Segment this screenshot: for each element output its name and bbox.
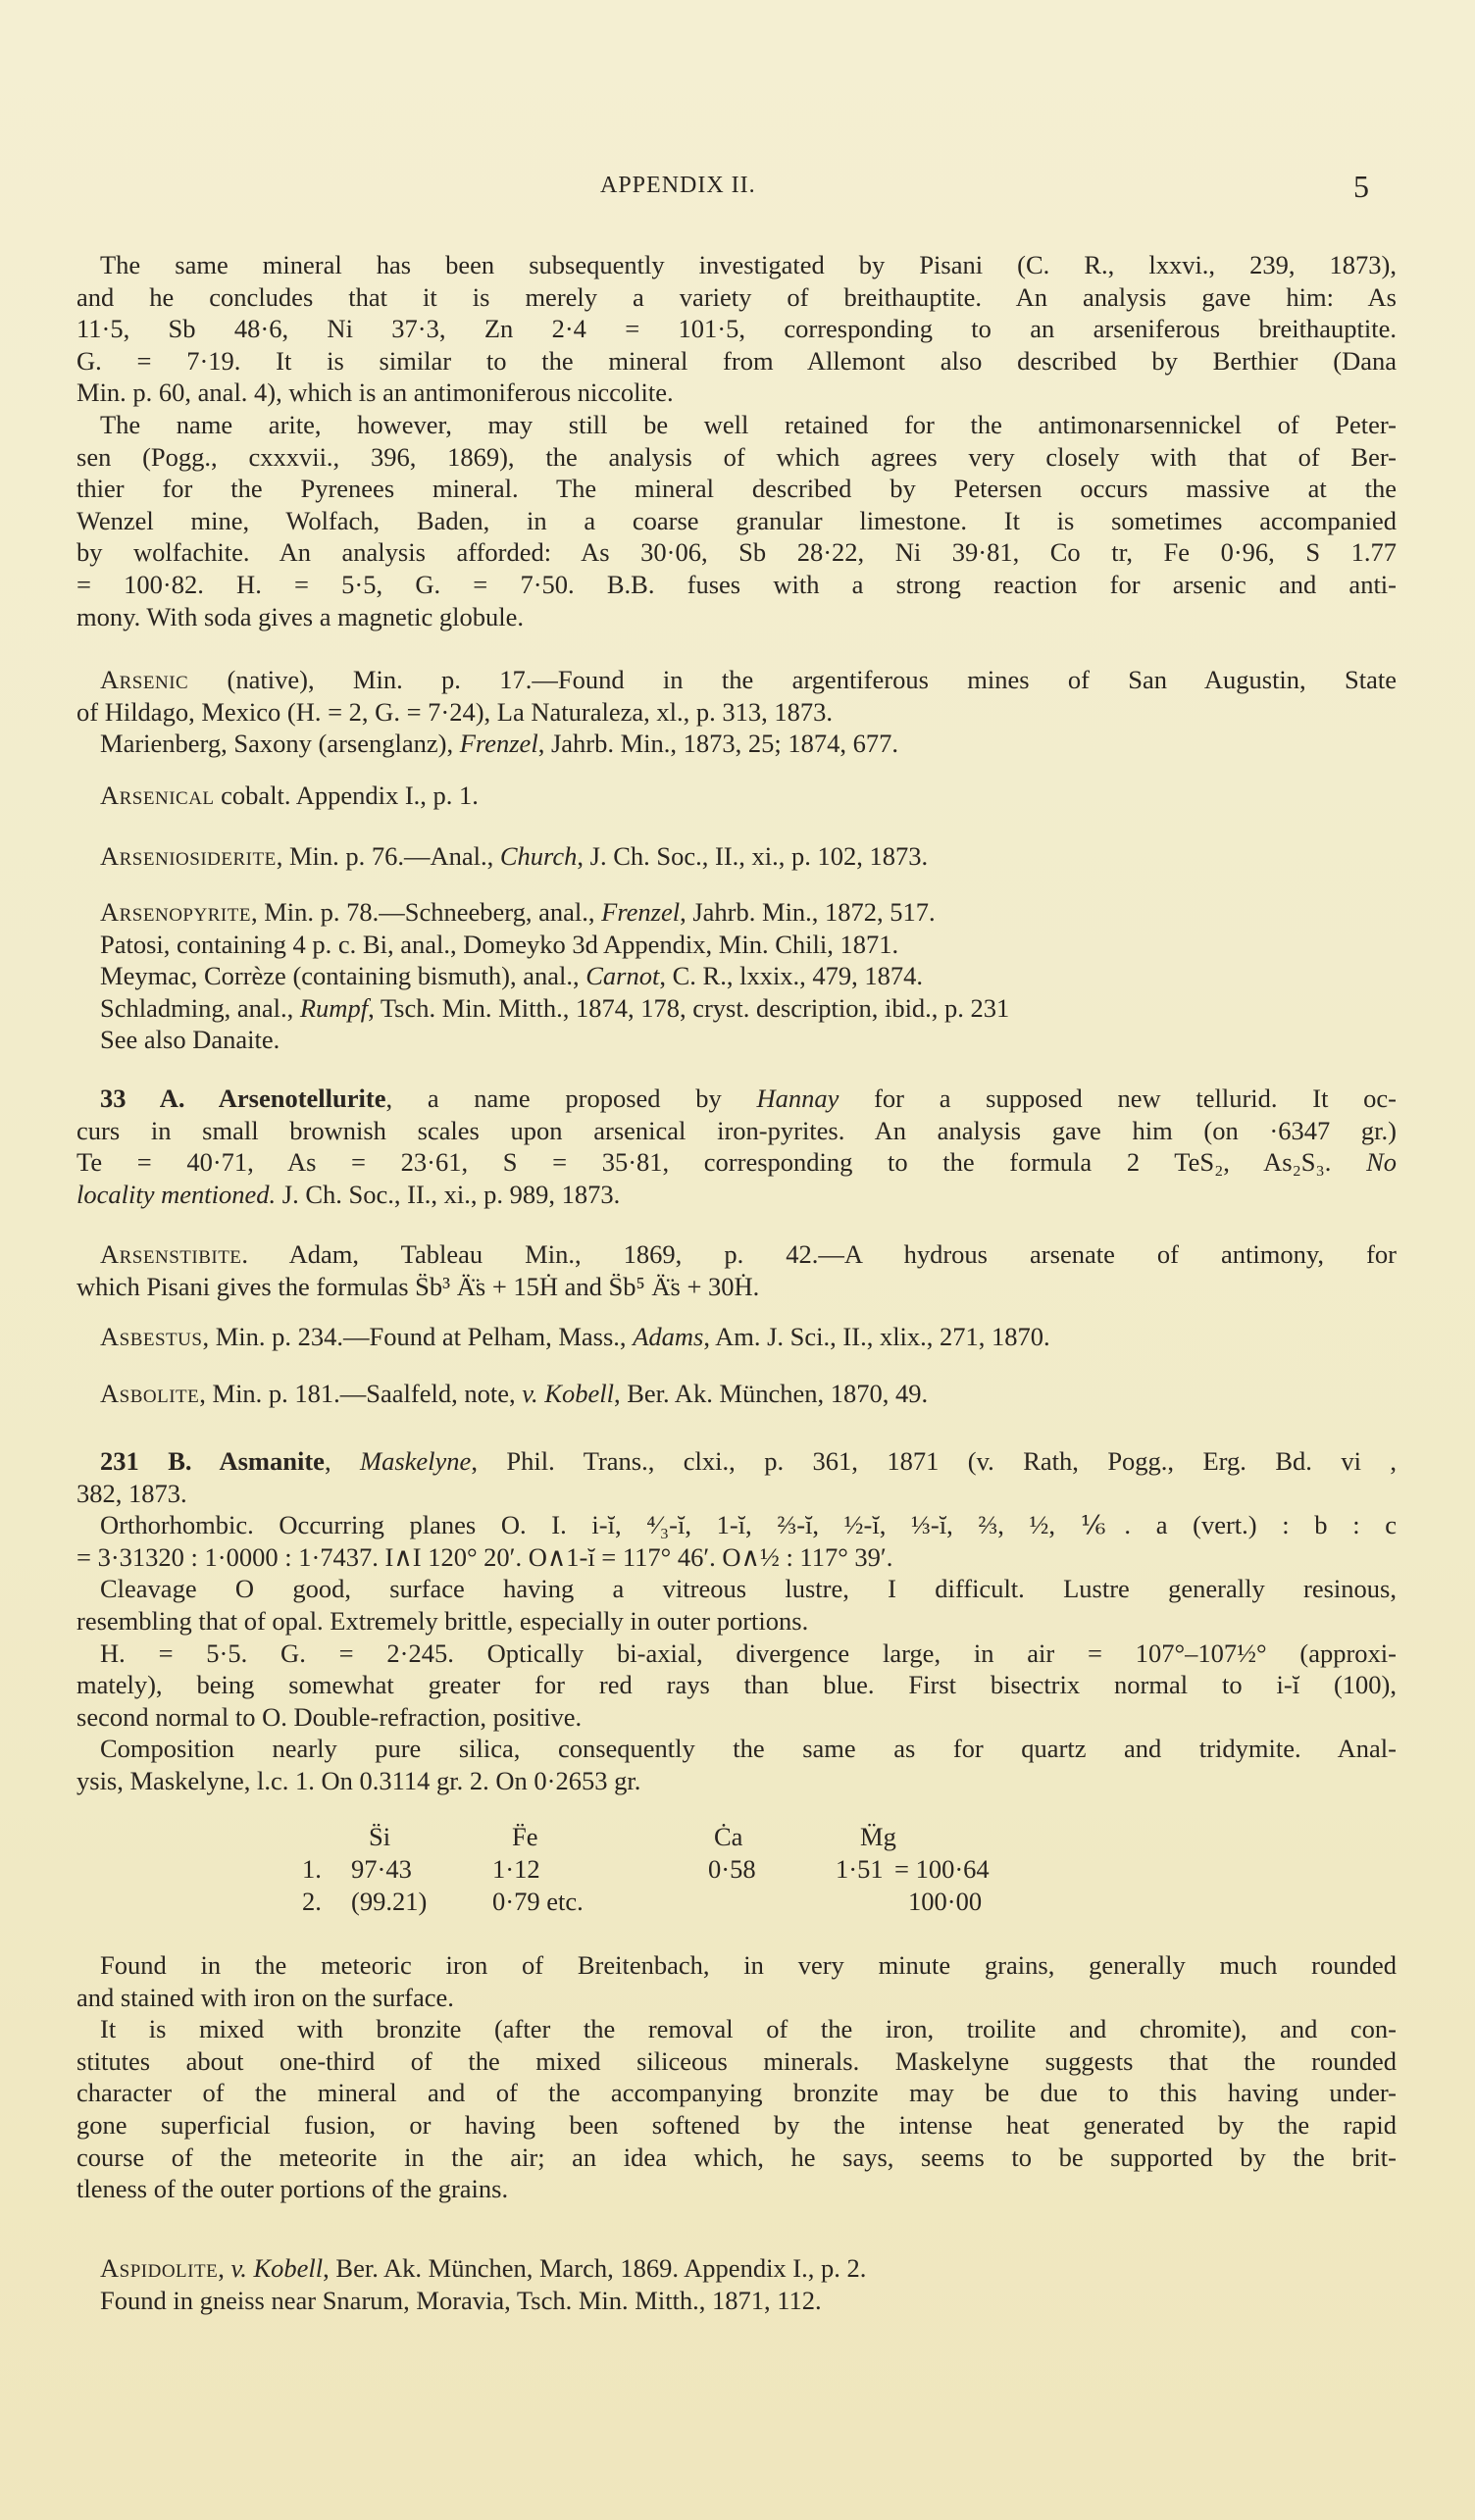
text-segment: , Jahrb. Min., 1872, 517. [680,897,936,927]
text-segment: Te = 40·71, As = 23·61, S = 35·81, corresponding to the formula 2 TeS₂, As₂S₃. [76,1147,1367,1178]
text-line [76,569,1397,601]
entry-arsenopyrite [76,896,1397,1056]
entry-term: Arsenopyrite [100,897,251,927]
text-segment: 382, 1873. [76,1478,187,1508]
text-line [76,313,1397,345]
text-segment: , Ber. Ak. München, March, 1869. Appendix I., p. 2. [323,2253,867,2283]
text-line [76,1321,1397,1353]
text-line [76,2285,1397,2317]
entry-asbolite [76,1378,1397,1410]
text-segment: , [324,1446,361,1476]
cell-fe: 0·79 etc. [492,1887,584,1916]
text-line [76,1445,1397,1478]
text-line [76,1271,1397,1303]
text-segment: . Adam, Tableau Min., 1869, p. 42.—A hydrous arsenate of antimony, for [241,1239,1397,1269]
text-line [76,664,1397,696]
header-ca: Ċa [714,1822,743,1851]
text-line [76,780,1397,812]
text-line [76,1378,1397,1410]
text-line [76,728,1397,760]
text-line [76,505,1397,537]
text-segment: , Min. p. 181.—Saalfeld, note, [199,1379,523,1408]
text-segment: thier for the Pyrenees mineral. The mineral described by Petersen occurs massive at the [76,474,1397,504]
text-line [76,2109,1397,2142]
text-segment: Min. p. 60, anal. 4), which is an antimoniferous niccolite. [76,378,674,408]
text-line [76,2142,1397,2174]
text-segment: Frenzel [459,729,538,759]
text-segment: Rumpf [299,992,369,1023]
text-segment: , Jahrb. Min., 1873, 25; 1874, 677. [537,729,898,759]
text-segment: v. Kobell [230,2253,324,2283]
text-segment: Meymac, Corrèze (containing bismuth), anal., [100,961,586,991]
entry-asbestus [76,1321,1397,1353]
text-line [76,473,1397,505]
text-line [76,1083,1397,1115]
text-segment: Wenzel mine, Wolfach, Baden, in a coarse granular limestone. It is sometimes accompanied [76,505,1397,535]
text-segment: and stained with iron on the surface. [76,1982,454,2012]
text-line [76,1541,1397,1574]
entry-aspidolite [76,2252,1397,2316]
text-segment: Patosi, containing 4 p. c. Bi, anal., Domeyko 3d Appendix, Min. Chili, 1871. [100,929,899,959]
entry-arsenical [76,780,1397,812]
cell-mg: 1·51 [836,1854,884,1884]
cell-fe: 1·12 [492,1854,540,1884]
entry-arsenic [76,664,1397,760]
text-segment: Found in the meteoric iron of Breitenbach, in very minute grains, generally much rounded [100,1950,1397,1980]
text-segment: locality mentioned. [76,1179,277,1209]
text-segment: course of the meteorite in the air; an idea which, he says, seems to be supported by the brit- [76,2142,1397,2172]
entry-term: Arsenical [100,781,215,810]
text-segment: of Hildago, Mexico (H. = 2, G. = 7·24), La Naturaleza, xl., p. 313, 1873. [76,696,833,727]
header-mg: M̈g [860,1822,896,1851]
entry-term: 231 B. Asmanite [100,1446,325,1476]
text-line [76,345,1397,378]
text-line [76,536,1397,569]
entry-term: 33 A. Arsenotellurite [100,1084,386,1113]
text-segment: Carnot [585,961,660,991]
header-fe: F̈e [512,1822,538,1851]
entry-term: Arsenic [100,665,189,694]
text-segment: No [1366,1147,1397,1178]
text-segment: and he concludes that it is merely a variety of breithauptite. An analysis gave him: As [76,281,1397,312]
table-row [0,1854,1475,1887]
table-header-row [0,1822,1475,1854]
text-segment: Hannay [756,1084,839,1113]
text-line [76,441,1397,474]
text-line [76,1024,1397,1056]
text-segment: 11·5, Sb 48·6, Ni 37·3, Zn 2·4 = 101·5, corresponding to an arseniferous breithauptite. [76,314,1397,344]
entry-pisani [76,249,1397,632]
text-segment: resembling that of opal. Extremely brittle, especially in outer portions. [76,1605,809,1636]
text-line [76,1605,1397,1638]
cell-total: 100·00 [908,1887,983,1916]
table-row [0,1887,1475,1919]
text-segment: character of the mineral and of the accompanying bronzite may be due to this having under- [76,2078,1397,2108]
text-segment: , C. R., lxxix., 479, 1874. [659,961,924,991]
text-segment: gone superficial fusion, or having been softened by the intense heat generated by the rapid [76,2109,1397,2140]
text-line [76,1238,1397,1271]
text-line [76,1669,1397,1701]
text-line [76,2077,1397,2109]
entry-term: Asbestus [100,1322,203,1351]
text-line [76,1701,1397,1734]
text-segment: which Pisani gives the formulas S̈b³ Ä̈s + 15Ḣ and S̈b⁵ Ä̈s + 30Ḣ. [76,1271,760,1301]
page-header [0,169,1475,206]
text-segment: , J. Ch. Soc., II., xi., p. 102, 1873. [577,841,929,871]
text-segment: J. Ch. Soc., II., xi., p. 989, 1873. [276,1179,621,1209]
entry-term: Arseniosiderite [100,841,277,871]
row-label: 1. [302,1854,322,1884]
text-segment: , Min. p. 78.—Schneeberg, anal., [250,897,602,927]
text-line [76,1115,1397,1147]
text-line [76,1733,1397,1765]
text-segment: mately), being somewhat greater for red rays than blue. First bisectrix normal to i-ĭ (100), [76,1670,1397,1700]
entry-asmanite [76,1445,1397,1797]
text-segment: , Am. J. Sci., II., xlix., 271, 1870. [703,1322,1050,1351]
text-segment: See also Danaite. [100,1025,280,1055]
text-segment: Church [499,841,578,871]
text-segment: curs in small brownish scales upon arsenical iron-pyrites. An analysis gave him (on ·6347 gr.) [76,1115,1397,1145]
text-segment: The name arite, however, may still be well retained for the antimonarsennickel of Peter- [100,409,1397,439]
text-segment: for a supposed new tellurid. It oc- [839,1084,1397,1113]
text-line [76,1478,1397,1510]
cell-total: = 100·64 [894,1854,990,1884]
text-segment: mony. With soda gives a magnetic globule. [76,601,524,631]
text-segment: , Min. p. 76.—Anal., [276,841,500,871]
text-segment: , Ber. Ak. München, 1870, 49. [613,1379,929,1408]
entry-found [76,1949,1397,2205]
entry-arsenstibite [76,1238,1397,1302]
text-segment: Schladming, anal., [100,992,300,1023]
text-line [76,281,1397,314]
text-line [76,929,1397,961]
entry-term: Asbolite [100,1379,200,1408]
text-line [76,1638,1397,1670]
text-line [76,896,1397,929]
text-segment: v. Kobell [522,1379,614,1408]
text-line [76,249,1397,281]
text-line [76,1982,1397,2014]
text-segment: , Min. p. 234.—Found at Pelham, Mass., [202,1322,634,1351]
text-segment: stitutes about one-third of the mixed siliceous minerals. Maskelyne suggests that the rounded [76,2045,1397,2076]
text-segment: = 3·31320 : 1·0000 : 1·7437. I∧I 120° 20′. O∧1-ĭ = 117° 46′. O∧½ : 117° 39′. [76,1541,893,1572]
entry-term: Aspidolite [100,2253,219,2283]
text-line [76,840,1397,873]
text-line [76,377,1397,409]
text-line [76,1573,1397,1605]
text-segment: = 100·82. H. = 5·5, G. = 7·50. B.B. fuses with a strong reaction for arsenic and anti- [76,569,1397,599]
text-segment: The same mineral has been subsequently investigated by Pisani (C. R., lxxvi., 239, 1873), [100,250,1397,279]
text-segment: Composition nearly pure silica, consequently the same as for quartz and tridymite. Anal- [100,1734,1397,1764]
text-line [76,1765,1397,1797]
text-line [76,960,1397,992]
text-segment: second normal to O. Double-refraction, positive. [76,1701,583,1732]
text-segment: , Tsch. Min. Mitth., 1874, 178, cryst. description, ibid., p. 231 [368,992,1010,1023]
text-segment: , Phil. Trans., clxi., p. 361, 1871 (v. Rath, Pogg., Erg. Bd. vi , [471,1446,1398,1476]
text-segment: Cleavage O good, surface having a vitreous lustre, I difficult. Lustre generally resinous, [100,1574,1397,1604]
text-line [76,2173,1397,2205]
text-segment: Adams [633,1322,704,1351]
text-segment: Orthorhombic. Occurring planes O. I. i-ĭ, ⁴⁄₃-ĭ, 1-ĭ, ⅔-ĭ, ½-ĭ, ⅓-ĭ, ⅔, ½, ⅙. a (vert.) : b : c [100,1510,1397,1540]
page-number: 5 [1353,169,1369,204]
text-line [76,409,1397,441]
cell-ca: 0·58 [708,1854,756,1884]
cell-si: (99.21) [351,1887,428,1916]
text-line [76,2045,1397,2078]
text-segment: H. = 5·5. G. = 2·245. Optically bi-axial, divergence large, in air = 107°–107½° (approxi- [100,1638,1397,1668]
running-title: APPENDIX II. [600,173,756,198]
text-line [76,1146,1397,1179]
row-label: 2. [302,1887,322,1916]
text-line [76,992,1397,1025]
entry-term: Arsenstibite [100,1239,242,1269]
text-segment: Maskelyne [360,1446,472,1476]
text-line [76,2252,1397,2285]
text-segment: It is mixed with bronzite (after the removal of the iron, troilite and chromite), and con- [100,2014,1397,2044]
text-segment: cobalt. Appendix I., p. 1. [214,781,479,810]
text-segment: Found in gneiss near Snarum, Moravia, Tsch. Min. Mitth., 1871, 112. [100,2285,822,2315]
text-segment: , a name proposed by [385,1084,757,1113]
text-line [76,1949,1397,1982]
text-segment: G. = 7·19. It is similar to the mineral from Allemont also described by Berthier (Dana [76,345,1397,376]
entry-arseniosiderite [76,840,1397,873]
text-segment: sen (Pogg., cxxxvii., 396, 1869), the analysis of which agrees very closely with that of Ber- [76,441,1397,472]
text-segment: by wolfachite. An analysis afforded: As 30·06, Sb 28·22, Ni 39·81, Co tr, Fe 0·96, S 1.77 [76,537,1397,568]
header-si: S̈i [369,1822,391,1851]
text-line [76,1179,1397,1211]
entry-arsenotellurite [76,1083,1397,1210]
text-segment: (native), Min. p. 17.—Found in the argentiferous mines of San Augustin, State [188,665,1397,694]
text-segment: Frenzel [601,897,681,927]
text-line [76,1509,1397,1541]
text-segment: , [218,2253,231,2283]
text-line [76,696,1397,729]
text-segment: tleness of the outer portions of the grains. [76,2174,509,2204]
text-segment: Marienberg, Saxony (arsenglanz), [100,729,460,759]
text-segment: ysis, Maskelyne, l.c. 1. On 0.3114 gr. 2. On 0·2653 gr. [76,1765,641,1795]
text-line [76,601,1397,633]
text-line [76,2013,1397,2045]
cell-si: 97·43 [351,1854,412,1884]
